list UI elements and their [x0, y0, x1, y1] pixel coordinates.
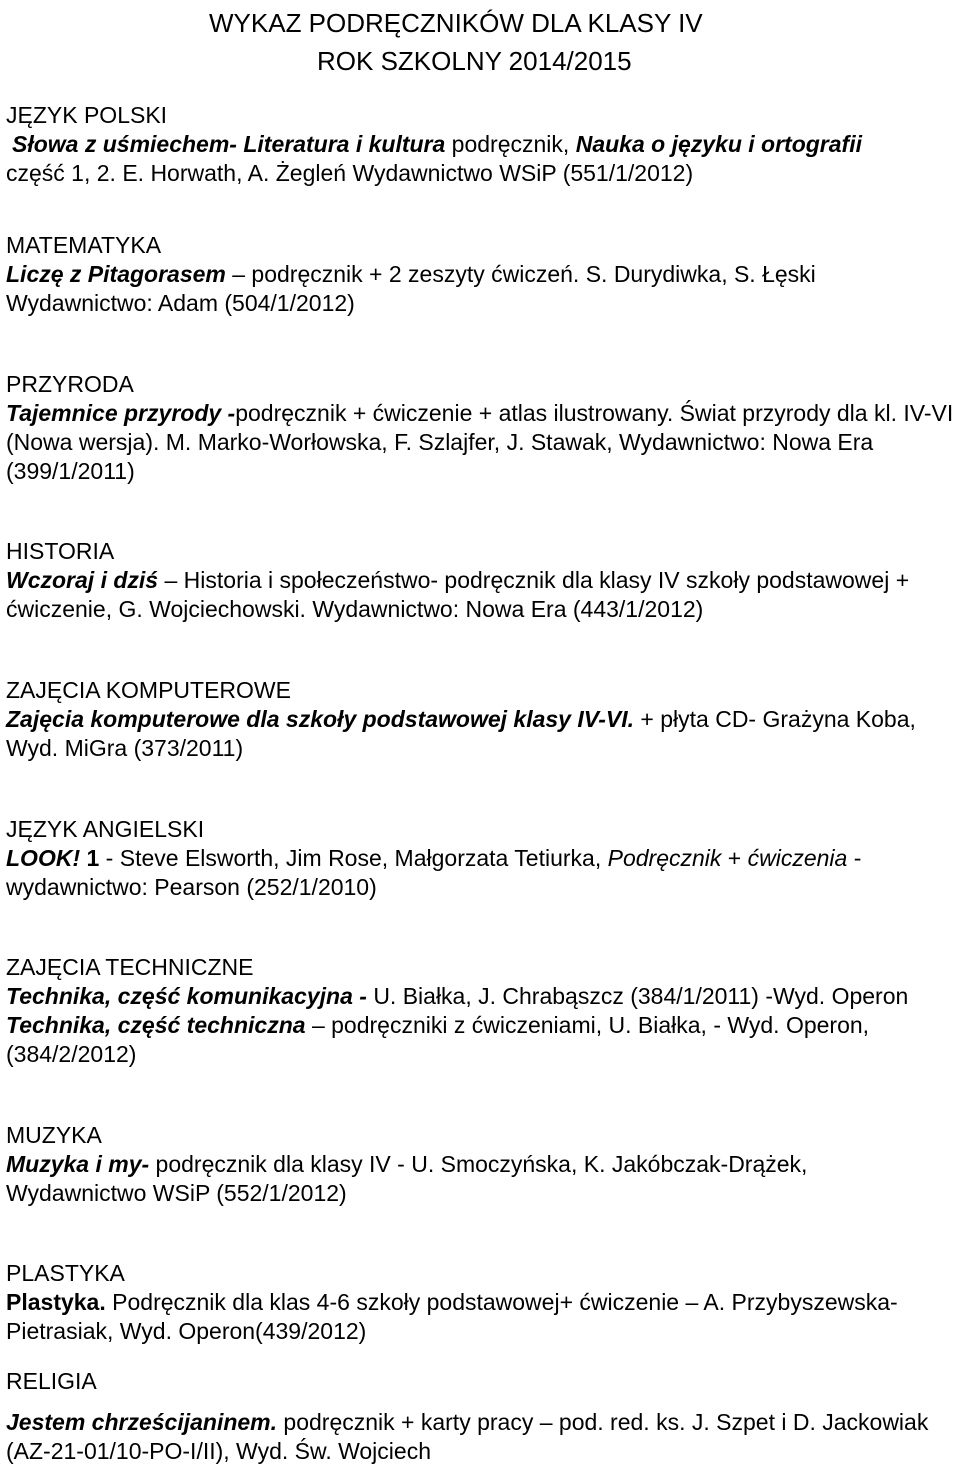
section-religia — [6, 1367, 954, 1466]
book-details: – podręczniki z ćwiczeniami, U. Białka, - Wyd. Operon, (384/2/2012) — [6, 1012, 870, 1067]
book-details: podręcznik + ćwiczenie + atlas ilustrowany. Świat przyrody dla kl. IV-VI (Nowa wersja). M. Marko-Worłowska, F. Szlajfer, J. Stawak, Wydawnictwo: Nowa Era (399/1/2011) — [6, 400, 954, 484]
book-entry — [6, 399, 954, 486]
book-title: Wczoraj i dziś — [6, 567, 159, 593]
section-heading: ZAJĘCIA KOMPUTEROWE — [6, 677, 291, 703]
book-title: Plastyka. — [6, 1289, 106, 1315]
book-details: - wydawnictwo: Pearson (252/1/2010) — [6, 845, 862, 900]
book-title: Jestem chrześcijaninem. — [6, 1409, 278, 1435]
book-entry — [6, 844, 954, 902]
book-entry — [6, 982, 954, 1011]
document-title — [209, 4, 929, 80]
section-historia — [6, 537, 954, 624]
book-details: – Historia i społeczeństwo- podręcznik dla klasy IV szkoły podstawowej + ćwiczenie, G. Wojciechowski. Wydawnictwo: Nowa Era (443/1/2012) — [6, 567, 910, 622]
section-polski — [6, 101, 954, 188]
book-title: LOOK! — [6, 845, 81, 871]
book-details: + płyta CD- Grażyna Koba, Wyd. MiGra (373/2011) — [6, 706, 916, 761]
section-heading: JĘZYK POLSKI — [6, 102, 168, 128]
section-heading: PLASTYKA — [6, 1260, 125, 1286]
section-heading: HISTORIA — [6, 538, 115, 564]
book-details: podręcznik dla klasy IV - U. Smoczyńska, K. Jakóbczak-Drążek, Wydawnictwo WSiP (552/1/2012) — [6, 1151, 808, 1206]
book-title: Technika, część komunikacyjna - — [6, 983, 374, 1009]
book-entry — [6, 260, 954, 289]
section-muzyka — [6, 1121, 954, 1208]
section-heading: MATEMATYKA — [6, 232, 162, 258]
book-details: część 1, 2. E. Horwath, A. Żegleń Wydawnictwo WSiP (551/1/2012) — [6, 160, 694, 186]
book-details: podręcznik, — [445, 131, 576, 157]
book-details: + — [721, 845, 748, 871]
book-entry — [6, 1288, 954, 1346]
book-title: Muzyka i my- — [6, 1151, 150, 1177]
book-title: Liczę z Pitagorasem — [6, 261, 226, 287]
book-details: – podręcznik + 2 zeszyty ćwiczeń. S. Durydiwka, S. Łęski — [225, 261, 816, 287]
section-heading: MUZYKA — [6, 1122, 102, 1148]
book-title: Technika, część techniczna — [6, 1012, 306, 1038]
book-details: Podręcznik dla klas 4-6 szkoły podstawowej+ ćwiczenie – A. Przybyszewska-Pietrasiak, Wyd. Operon(439/2012) — [6, 1289, 898, 1344]
book-title: Tajemnice przyrody - — [6, 400, 236, 426]
section-heading: RELIGIA — [6, 1368, 97, 1394]
book-entry — [6, 1408, 954, 1466]
title-line-1: WYKAZ PODRĘCZNIKÓW DLA KLASY IV — [209, 8, 703, 38]
book-details: U. Białka, J. Chrabąszcz (384/1/2011) -Wyd. Operon — [373, 983, 909, 1009]
section-matematyka — [6, 231, 954, 318]
title-line-2: ROK SZKOLNY 2014/2015 — [317, 46, 632, 76]
section-przyroda — [6, 370, 954, 486]
book-details: Wydawnictwo: Adam (504/1/2012) — [6, 290, 355, 316]
book-title: Słowa z uśmiechem- Literatura i kultura — [12, 131, 446, 157]
book-details: - Steve Elsworth, Jim Rose, Małgorzata Tetiurka, — [99, 845, 608, 871]
book-entry — [6, 1011, 954, 1069]
section-angielski — [6, 815, 954, 902]
book-entry — [6, 130, 954, 159]
book-number: 1 — [80, 845, 100, 871]
book-details: podręcznik + karty pracy – pod. red. ks. J. Szpet i D. Jackowiak (AZ-21-01/10-PO-I/II), Wyd. Św. Wojciech — [6, 1409, 929, 1464]
section-zajecia-techniczne — [6, 953, 954, 1069]
book-entry — [6, 566, 954, 624]
section-plastyka — [6, 1259, 954, 1346]
book-entry — [6, 705, 954, 763]
book-entry — [6, 1150, 954, 1208]
book-title: Nauka o języku i ortografii — [575, 131, 862, 157]
section-zajecia-komputerowe — [6, 676, 954, 763]
book-part: Podręcznik — [607, 845, 722, 871]
book-part: ćwiczenia — [747, 845, 848, 871]
section-heading: JĘZYK ANGIELSKI — [6, 816, 205, 842]
section-heading: ZAJĘCIA TECHNICZNE — [6, 954, 254, 980]
book-title: Zajęcia komputerowe dla szkoły podstawowej klasy IV-VI. — [6, 706, 635, 732]
section-heading: PRZYRODA — [6, 371, 134, 397]
